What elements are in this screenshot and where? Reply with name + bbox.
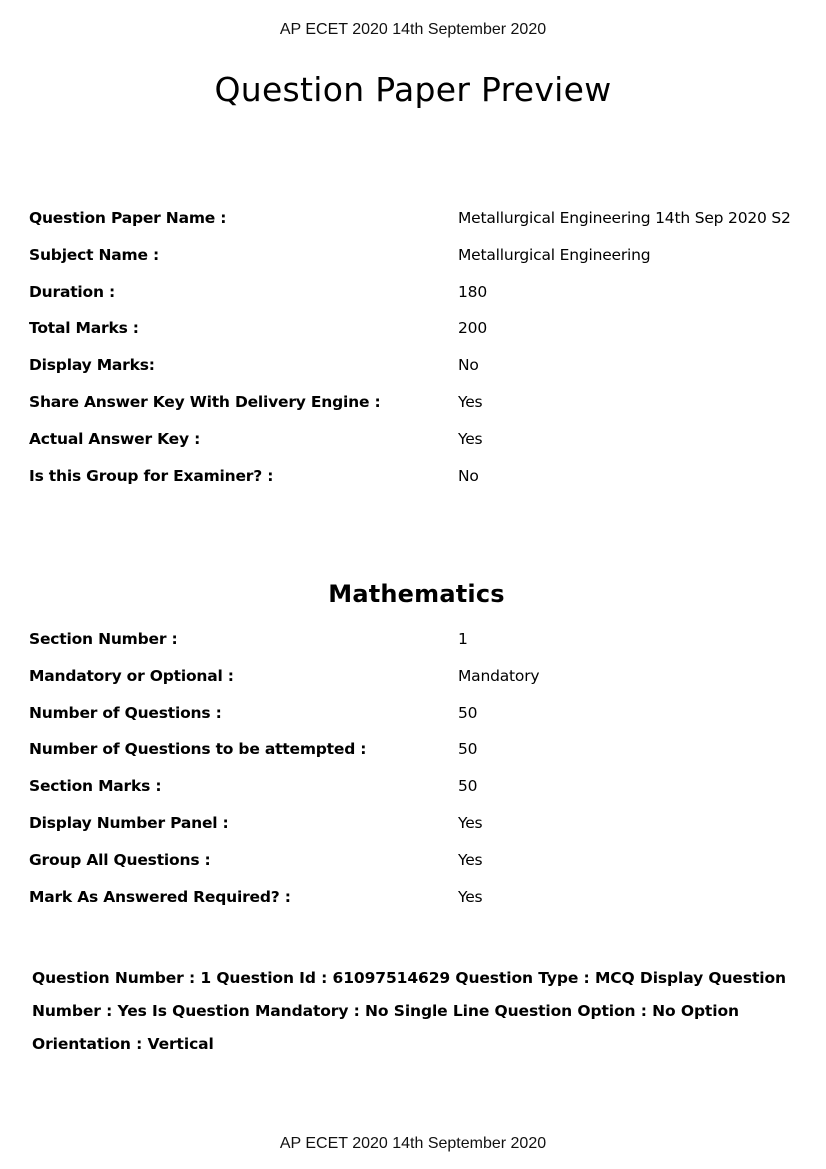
paper-info-label: Display Marks: bbox=[29, 356, 155, 375]
section-info-row bbox=[29, 777, 819, 814]
section-info-label: Mark As Answered Required? : bbox=[29, 887, 291, 906]
paper-info-label: Duration : bbox=[29, 282, 116, 301]
paper-info-value: 200 bbox=[458, 319, 487, 338]
section-info-table bbox=[29, 630, 819, 924]
section-info-label: Group All Questions : bbox=[29, 850, 211, 869]
section-info-row bbox=[29, 667, 819, 704]
paper-info-row bbox=[29, 209, 819, 246]
paper-info-value: Yes bbox=[458, 392, 483, 411]
section-info-label: Section Number : bbox=[29, 630, 178, 648]
paper-info-value: Metallurgical Engineering 14th Sep 2020 S2 bbox=[458, 209, 791, 227]
section-info-value: Yes bbox=[458, 813, 483, 832]
section-info-row bbox=[29, 851, 819, 888]
section-info-label: Number of Questions to be attempted : bbox=[29, 740, 367, 759]
paper-info-value: No bbox=[458, 356, 479, 375]
paper-info-row bbox=[29, 467, 819, 504]
section-info-row bbox=[29, 814, 819, 851]
page-title: Question Paper Preview bbox=[214, 70, 612, 109]
paper-info-label: Actual Answer Key : bbox=[29, 429, 201, 448]
section-info-row bbox=[29, 630, 819, 667]
section-info-value: 1 bbox=[458, 630, 468, 648]
paper-info-row bbox=[29, 430, 819, 467]
section-info-row bbox=[29, 888, 819, 925]
paper-info-row bbox=[29, 319, 819, 356]
paper-info-row bbox=[29, 283, 819, 320]
section-title: Mathematics bbox=[328, 580, 505, 608]
paper-info-value: Metallurgical Engineering bbox=[458, 245, 651, 264]
section-info-label: Section Marks : bbox=[29, 777, 162, 796]
section-info-label: Number of Questions : bbox=[29, 703, 222, 722]
section-info-row bbox=[29, 704, 819, 741]
paper-info-value: No bbox=[458, 466, 479, 485]
section-info-row bbox=[29, 740, 819, 777]
page-header: AP ECET 2020 14th September 2020 bbox=[279, 21, 547, 38]
question-meta: Question Number : 1 Question Id : 61097514629 Question Type : MCQ Display Question Number : Yes Is Question Mandatory : No Single Line Question Option : No Option Orientation : Vertical bbox=[32, 969, 786, 1053]
section-info-value: Yes bbox=[458, 887, 483, 906]
paper-info-row bbox=[29, 246, 819, 283]
section-info-value: Mandatory bbox=[458, 666, 540, 685]
section-info-value: 50 bbox=[458, 777, 478, 796]
paper-info-label: Subject Name : bbox=[29, 245, 160, 264]
section-info-value: 50 bbox=[458, 703, 478, 722]
paper-info-label: Question Paper Name : bbox=[29, 209, 227, 227]
section-info-label: Display Number Panel : bbox=[29, 813, 229, 832]
section-info-label: Mandatory or Optional : bbox=[29, 666, 234, 685]
paper-info-row bbox=[29, 393, 819, 430]
paper-info-label: Is this Group for Examiner? : bbox=[29, 466, 274, 485]
paper-info-value: 180 bbox=[458, 282, 487, 301]
paper-info-table bbox=[29, 209, 819, 503]
paper-info-row bbox=[29, 356, 819, 393]
section-info-value: 50 bbox=[458, 740, 478, 759]
section-info-value: Yes bbox=[458, 850, 483, 869]
paper-info-value: Yes bbox=[458, 429, 483, 448]
paper-info-label: Total Marks : bbox=[29, 319, 139, 338]
paper-info-label: Share Answer Key With Delivery Engine : bbox=[29, 392, 381, 411]
page-footer: AP ECET 2020 14th September 2020 bbox=[279, 1135, 547, 1152]
